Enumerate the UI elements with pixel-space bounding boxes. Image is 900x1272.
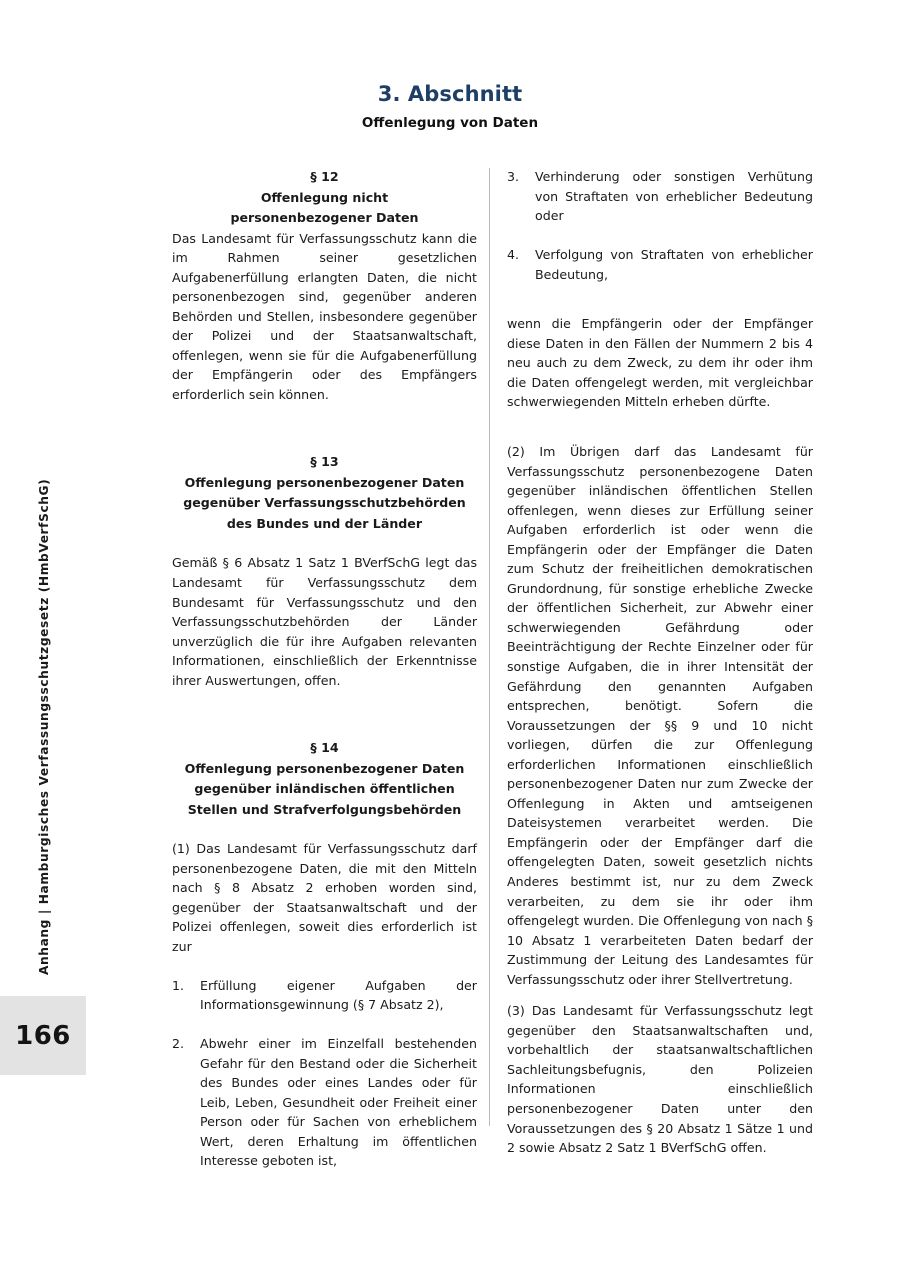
article-14-absatz-3-body: (3) Das Landesamt für Verfassungsschutz legt gegenüber den Staatsanwaltschaften und, vorbehaltlich der staatsanwaltschaftlichen Sachleitungsbefugnis, den Polizeien Informationen einschließlich personenbezogener Daten unter den Voraussetzungen des § 20 Absatz 1 Sätze 1 und 2 sowie Absatz 2 Satz 1 BVerfSchG offen. — [507, 1003, 813, 1156]
article-12-title-line-2: personenbezogener Daten — [230, 210, 419, 225]
article-12-body: Das Landesamt für Verfassungsschutz kann die im Rahmen seiner gesetzlichen Aufgabenerfüllung erlangten Daten, die nicht personenbezogen sind, gegenüber anderen Behörden und Stellen, insbesondere gegenüber der Polizei und der Staatsanwaltschaft, offenlegen, wenn sie für die Aufgabenerfüllung der Empfängerin oder des Empfängers erforderlich sein können. — [172, 230, 477, 402]
column-divider — [489, 168, 490, 1126]
article-13-title-line-1: Offenlegung personenbezogener Daten — [184, 474, 465, 490]
spacer — [172, 820, 477, 839]
page-header — [0, 82, 900, 131]
article-12-title-line-1: Offenlegung nicht — [260, 189, 389, 205]
right-numbered-list — [507, 167, 813, 284]
list-item-marker: 3. — [507, 169, 520, 184]
left-numbered-list — [172, 976, 477, 1171]
article-13-block — [172, 452, 477, 690]
article-14-absatz-1-body: (1) Das Landesamt für Verfassungsschutz darf personenbezogene Daten, die mit den Mitteln nach § 8 Absatz 2 erhoben worden sind, gegenüber der Staatsanwaltschaft und der Polizei offenlegen, soweit dies erforderlich ist zur — [172, 841, 477, 954]
list-item-text: Verfolgung von Straftaten von erheblicher Bedeutung, — [535, 247, 813, 282]
right-column — [507, 167, 813, 1158]
left-column — [172, 167, 477, 1171]
closing-clause: wenn die Empfängerin oder der Empfänger diese Daten in den Fällen der Nummern 2 bis 4 neu auch zu dem Zweck, zu dem ihr oder ihm die Daten offengelegt werden, mit vergleichbar schwerwiegenden Mitteln erheben dürfte. — [507, 316, 813, 410]
list-item-text: Verhinderung oder sonstigen Verhütung von Straftaten von erheblicher Bedeutung oder — [535, 169, 813, 224]
article-12-block — [172, 167, 477, 404]
section-title: 3. Abschnitt — [377, 82, 523, 106]
list-item — [172, 976, 477, 1015]
list-item-marker: 4. — [507, 247, 520, 263]
list-item-text: Erfüllung eigener Aufgaben der Informationsgewinnung (§ 7 Absatz 2), — [200, 977, 477, 1013]
page-number-box — [0, 996, 86, 1075]
article-13-body: Gemäß § 6 Absatz 1 Satz 1 BVerfSchG legt das Landesamt für Verfassungsschutz dem Bundesamt für Verfassungsschutz und den Verfassungsschutzbehörden der Länder unverzüglich die für ihre Aufgaben relevanten Informationen, einschließlich der Erkenntnisse ihrer Auswertungen, offen. — [172, 555, 477, 688]
spacer — [507, 284, 813, 314]
article-13-number: § 13 — [310, 454, 339, 470]
spacer — [172, 404, 477, 452]
article-13-title-line-3: des Bundes und der Länder — [226, 515, 423, 531]
running-head-vertical-label: Anhang | Hamburgisches Verfassungsschutzgesetz (HmbVerfSchG) — [37, 478, 51, 975]
article-14-title-line-1: Offenlegung personenbezogener Daten — [184, 760, 465, 776]
article-12-number: § 12 — [310, 169, 339, 184]
article-14-title-line-3: Stellen und Strafverfolgungsbehörden — [187, 801, 462, 817]
list-item-marker: 1. — [172, 977, 185, 993]
article-14-title-line-2: gegenüber inländischen öffentlichen — [194, 781, 455, 797]
list-item — [507, 245, 813, 284]
spacer — [172, 957, 477, 976]
spacer — [172, 690, 477, 738]
list-item-text: Abwehr einer im Einzelfall bestehenden Gefahr für den Bestand oder die Sicherheit des Bundes oder eines Landes oder für Leib, Leben, Gesundheit oder Freiheit einer Person oder für Sachen von erheblichem Wert, deren Erhaltung im öffentlichen Interesse geboten ist, — [200, 1036, 477, 1169]
article-14-absatz-2-body: (2) Im Übrigen darf das Landesamt für Verfassungsschutz personenbezogene Daten gegenüber inländischen öffentlichen Stellen offenlegen, wenn dieses zur Erfüllung seiner Aufgaben erforderlich ist oder wenn die Empfängerin oder der Empfänger die Daten zum Schutz der freiheitlichen demokratischen Grundordnung, für sonstige erhebliche Zwecke der öffentlichen Sicherheit, zur Abwehr einer schwerwiegenden Gefährdung oder Beeinträchtigung der Rechte Einzelner oder für sonstige Aufgaben, die in ihrer Intensität der Gefährdung den genannten Aufgaben entsprechen, benötigt. Sofern die Voraussetzungen der §§ 9 und 10 nicht vorliegen, dürfen die zur Offenlegung erforderlichen Informationen einschließlich personenbezogener Daten nur zum Zwecke der Offenlegung in Akten und amtseigenen Dateisystemen verarbeitet werden. Die Empfängerin oder der Empfänger darf die offengelegten Daten, soweit gesetzlich nichts Anderes bestimmt ist, nur zu dem Zweck verarbeiten, zu dem sie ihr oder ihm offengelegt wurden. Die Offenlegung von nach § 10 Absatz 1 verarbeiteten Daten bedarf der Zustimmung der Leitung des Landesamtes für Verfassungsschutz oder ihrer Stellvertretung. — [507, 443, 813, 987]
list-item — [507, 167, 813, 226]
spacer — [507, 412, 813, 442]
article-14-number: § 14 — [310, 740, 339, 756]
spacer — [172, 534, 477, 553]
section-subtitle: Offenlegung von Daten — [361, 115, 539, 132]
spacer — [507, 989, 813, 1001]
page-number: 166 — [15, 1020, 71, 1051]
article-14-block — [172, 738, 477, 956]
article-13-title-line-2: gegenüber Verfassungsschutzbehörden — [183, 495, 466, 511]
list-item — [172, 1034, 477, 1171]
list-item-marker: 2. — [172, 1036, 185, 1052]
